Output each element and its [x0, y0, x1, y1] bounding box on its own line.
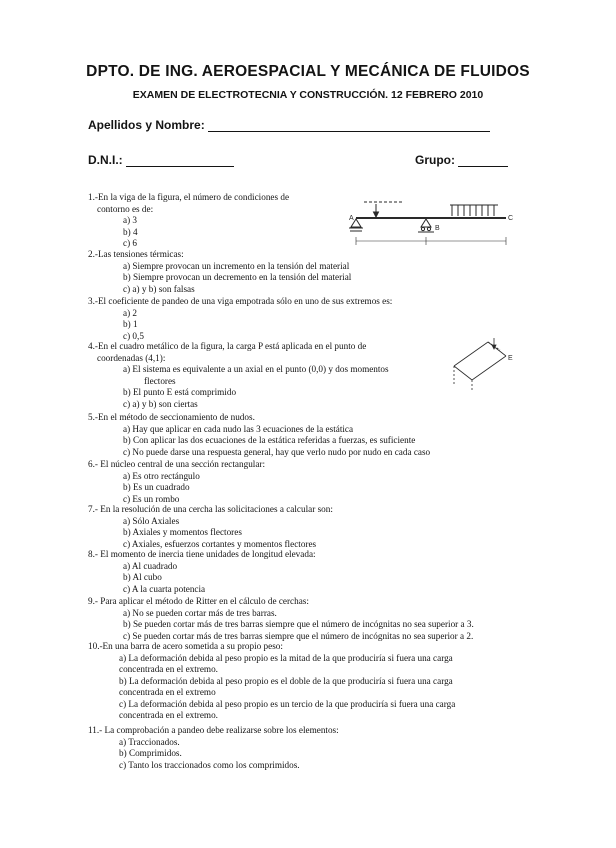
question-8-text: 8.- El momento de inercia tiene unidades de longitud elevada:	[88, 549, 316, 559]
group-label: Grupo:	[415, 153, 455, 167]
question-10-option: concentrada en el extremo	[119, 687, 216, 697]
group-blank-line	[458, 154, 508, 167]
question-2-text: 2.-Las tensiones térmicas:	[88, 249, 184, 259]
name-field	[88, 118, 490, 132]
beam-mid-label: B	[435, 225, 440, 232]
question-8-option: a) Al cuadrado	[123, 560, 178, 571]
frame-figure	[448, 336, 518, 392]
question-10-text: 10.-En una barra de acero sometida a su propio peso:	[88, 641, 283, 651]
question-4-option: c) a) y b) son ciertas	[123, 398, 198, 409]
dni-field	[88, 153, 234, 167]
question-10-option: b) La deformación debida al peso propio es el doble de la que produciría si fuera una carga	[119, 675, 453, 686]
question-11-text: 11.- La comprobación a pandeo debe realizarse sobre los elementos:	[88, 725, 339, 735]
question-4-option: a) El sistema es equivalente a un axial en el punto (0,0) y dos momentos	[123, 364, 389, 374]
question-1-text: 1.-En la viga de la figura, el número de condiciones de	[88, 192, 290, 202]
question-4-option: b) El punto E está comprimido	[123, 387, 237, 397]
question-3-text: 3.-El coeficiente de pandeo de una viga empotrada sólo en uno de sus extremos es:	[88, 296, 393, 306]
question-2-option: a) Siempre provocan un incremento en la tensión del material	[123, 260, 350, 271]
question-6-option: c) Es un rombo	[123, 493, 180, 504]
question-5-option: b) Con aplicar las dos ecuaciones de la estática referidas a fuerzas, es suficiente	[123, 435, 416, 445]
question-10-option: concentrada en el extremo.	[119, 664, 218, 674]
question-11-option: a) Traccionados.	[119, 736, 180, 747]
question-6-option: a) Es otro rectángulo	[123, 470, 200, 481]
name-blank-line	[208, 119, 490, 132]
question-3-option: a) 2	[123, 307, 138, 318]
question-8-option: c) A la cuarta potencia	[123, 583, 206, 594]
question-11-option: b) Comprimidos.	[119, 748, 182, 758]
question-6-option: b) Es un cuadrado	[123, 482, 190, 492]
question-5-option: c) No puede darse una respuesta general, hay que verlo nudo por nudo en cada caso	[123, 446, 431, 457]
beam-right-label: C	[508, 215, 514, 222]
question-7-option: b) Axiales y momentos flectores	[123, 527, 242, 537]
question-4-text: 4.-En el cuadro metálico de la figura, la carga P está aplicada en el punto de	[88, 341, 367, 351]
question-5-option: a) Hay que aplicar en cada nudo las 3 ecuaciones de la estática	[123, 423, 354, 434]
beam-figure	[346, 196, 514, 248]
group-field	[415, 153, 508, 167]
question-7-option: a) Sólo Axiales	[123, 515, 180, 526]
question-10-option: c) La deformación debida al peso propio es un tercio de la que produciría si fuera una carga	[119, 698, 456, 709]
question-1-option: c) 6	[123, 238, 138, 248]
question-3-option: b) 1	[123, 319, 138, 329]
question-4-text: coordenadas (4,1):	[97, 352, 166, 363]
question-1-option: b) 4	[123, 226, 138, 237]
exam-department-title: DPTO. DE ING. AEROESPACIAL Y MECÁNICA DE FLUIDOS	[86, 63, 530, 80]
question-10-option: a) La deformación debida al peso propio es la mitad de la que produciría si fuera una carga	[119, 652, 453, 663]
question-7-text: 7.- En la resolución de una cercha las solicitaciones a calcular son:	[88, 504, 333, 514]
exam-subtitle: EXAMEN DE ELECTROTECNIA Y CONSTRUCCIÓN. 12 FEBRERO 2010	[132, 89, 484, 101]
question-9-option: b) Se pueden cortar más de tres barras siempre que el número de incógnitas no sea superior a 3.	[123, 619, 474, 629]
name-label: Apellidos y Nombre:	[88, 118, 205, 132]
frame-label-e: E	[508, 355, 513, 362]
dni-label: D.N.I.:	[88, 153, 123, 167]
question-6-text: 6.- El núcleo central de una sección rectangular:	[88, 459, 266, 469]
question-2-option: c) a) y b) son falsas	[123, 283, 195, 294]
question-1-option: a) 3	[123, 215, 138, 225]
question-9-option: c) Se pueden cortar más de tres barras siempre que el número de incógnitas no sea superior a 2.	[123, 630, 474, 641]
question-9-text: 9.- Para aplicar el método de Ritter en el cálculo de cerchas:	[88, 596, 309, 606]
question-2-option: b) Siempre provocan un decremento en la tensión del material	[123, 272, 352, 282]
question-5-text: 5.-En el método de seccionamiento de nudos.	[88, 412, 255, 422]
question-1-text: contorno es de:	[97, 203, 154, 214]
question-9-option: a) No se pueden cortar más de tres barras.	[123, 607, 277, 618]
beam-left-label: A	[349, 215, 354, 222]
question-11-option: c) Tanto los traccionados como los comprimidos.	[119, 759, 300, 770]
question-3-option: c) 0,5	[123, 330, 144, 341]
question-4-option: flectores	[144, 375, 176, 386]
dni-blank-line	[126, 154, 234, 167]
question-7-option: c) Axiales, esfuerzos cortantes y momentos flectores	[123, 538, 317, 549]
question-10-option: concentrada en el extremo.	[119, 710, 218, 720]
question-8-option: b) Al cubo	[123, 572, 162, 582]
